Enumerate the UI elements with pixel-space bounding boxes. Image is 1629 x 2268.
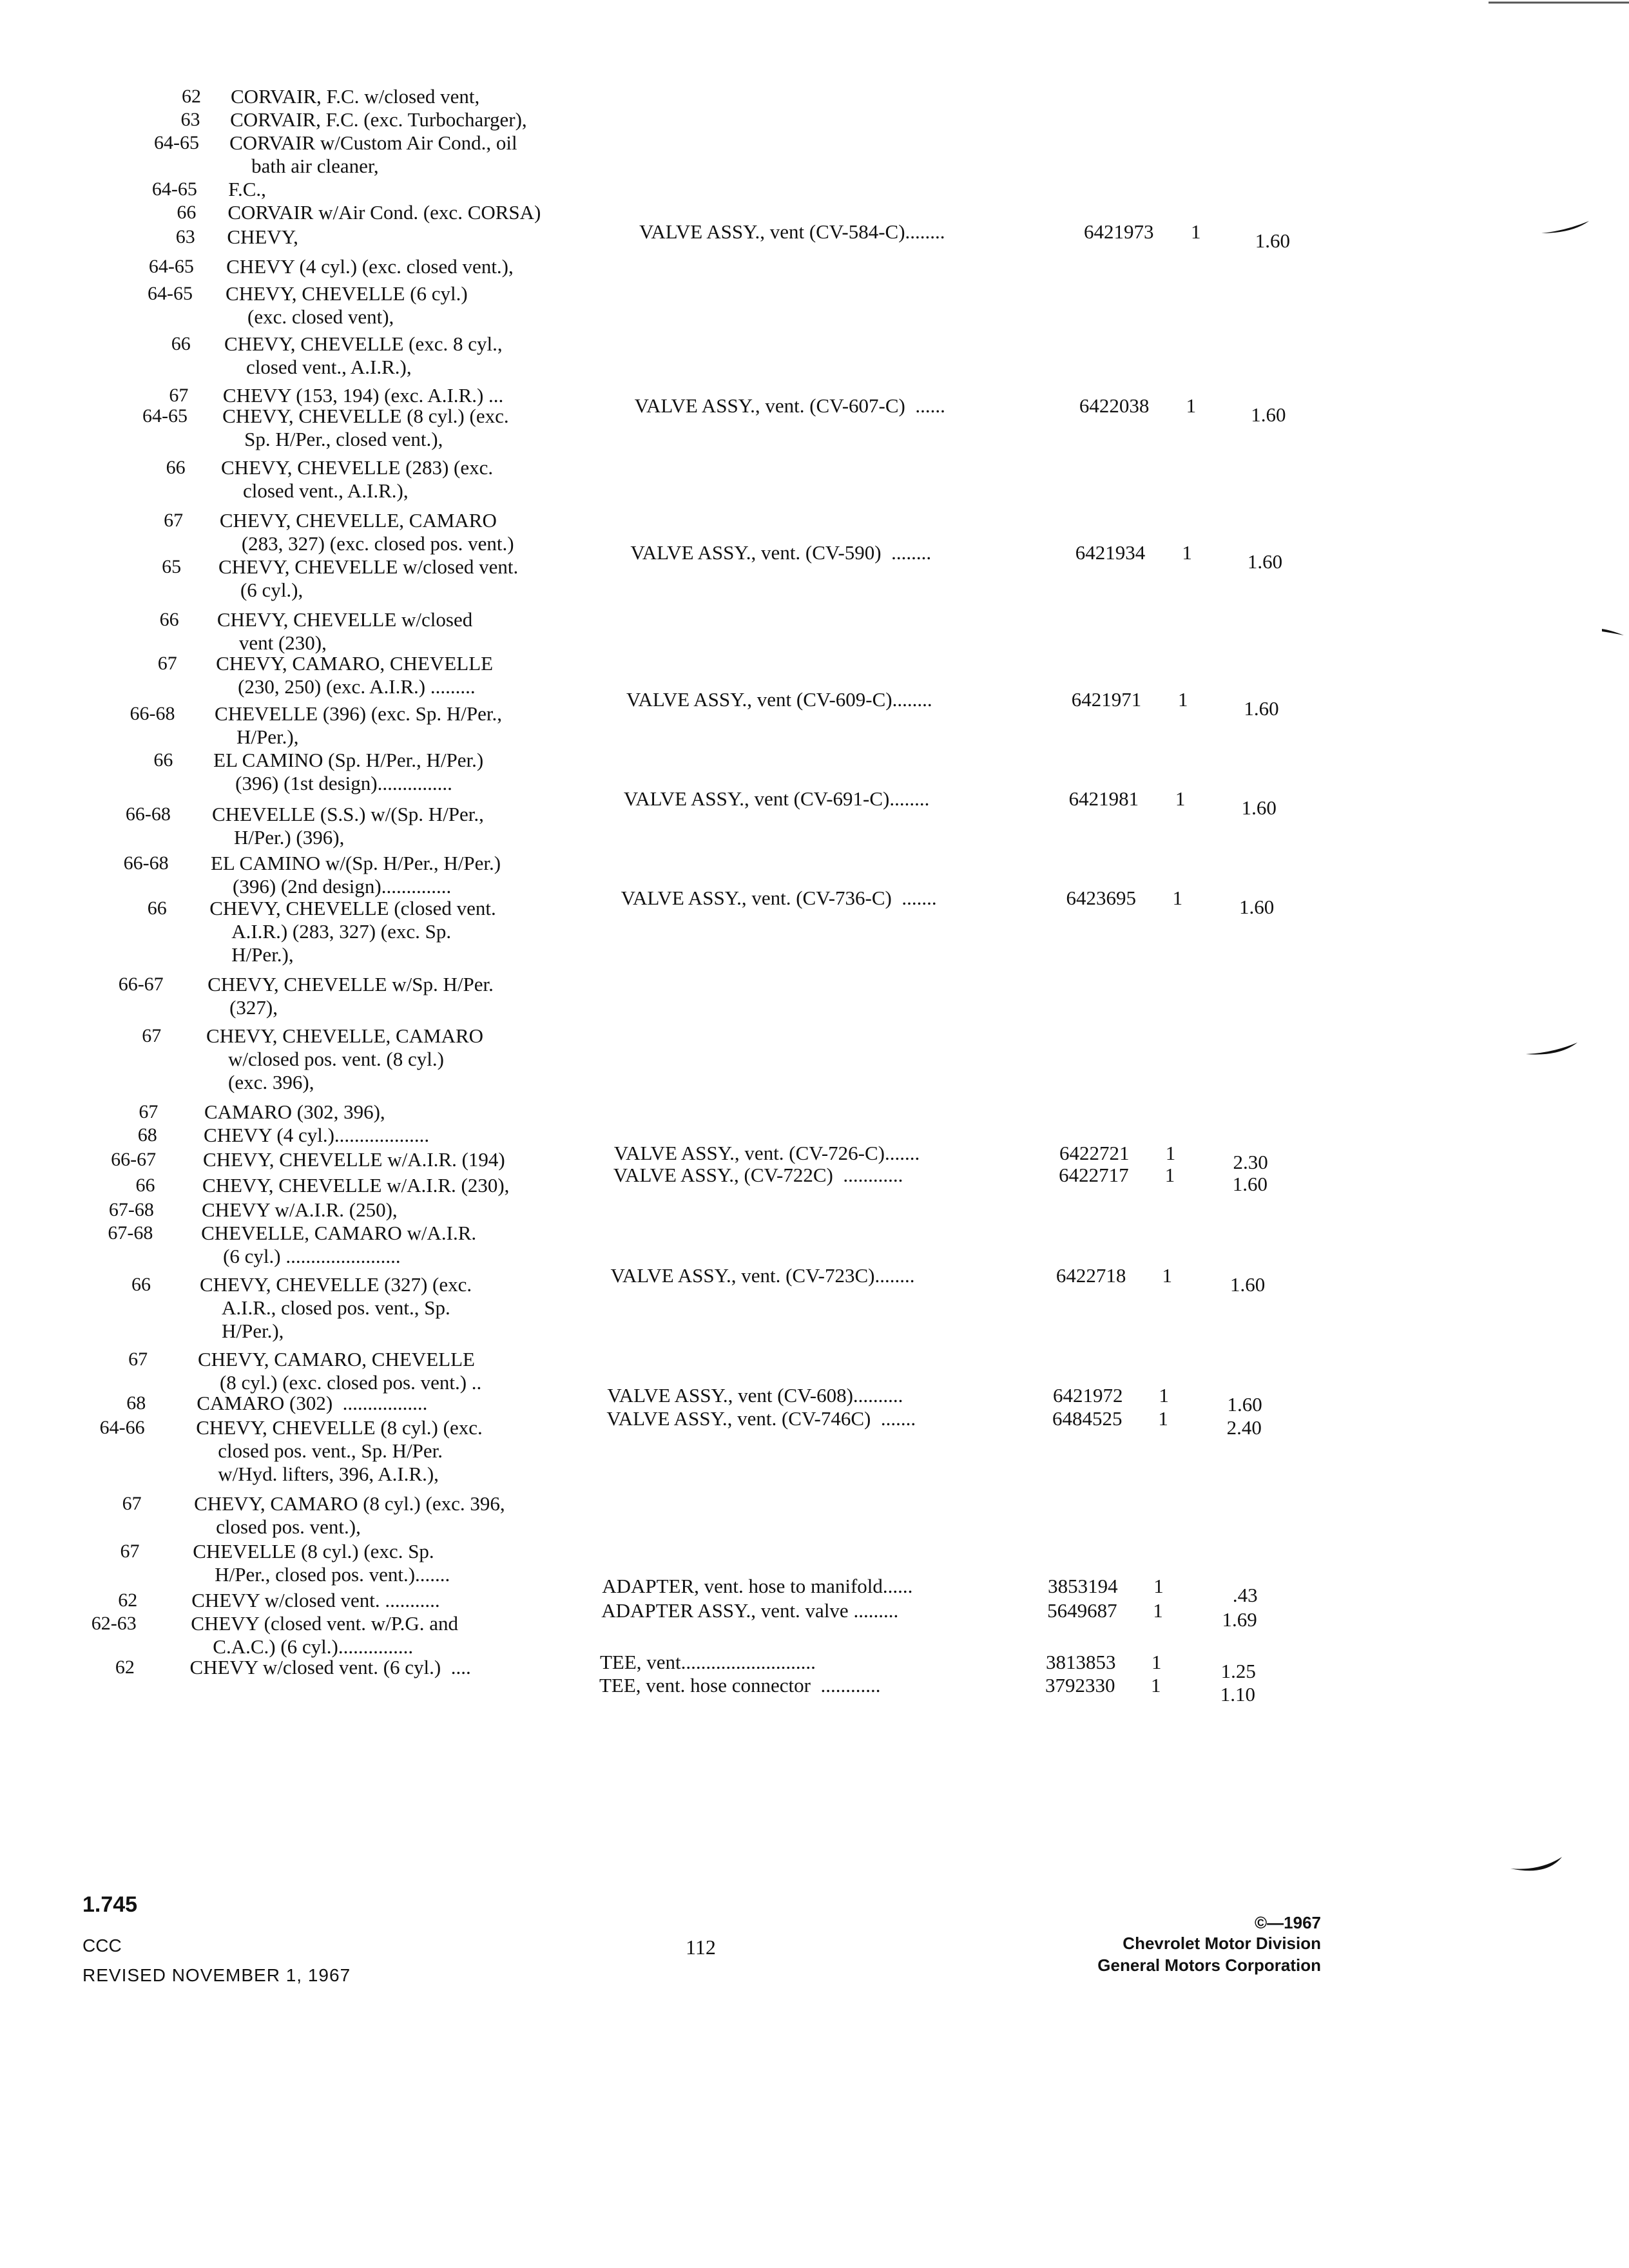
model-year: 66 [153, 749, 173, 771]
part-number: 3792330 [1045, 1674, 1115, 1696]
application-line: (283, 327) (exc. closed pos. vent.) [241, 532, 514, 555]
application-line: H/Per.), [231, 943, 294, 966]
part-quantity: 1 [1159, 1384, 1169, 1407]
part-description: VALVE ASSY., vent (CV-691-C)........ [623, 787, 930, 810]
application-line: CHEVY, CAMARO, CHEVELLE [197, 1348, 475, 1370]
model-year: 67 [169, 385, 189, 406]
application-line: CHEVY, CHEVELLE w/closed vent. [218, 555, 519, 578]
model-year: 62 [182, 86, 201, 107]
section-number: 1.745 [82, 1892, 138, 1917]
application-line: (8 cyl.) (exc. closed pos. vent.) .. [219, 1371, 482, 1394]
application-line: closed pos. vent.), [216, 1515, 361, 1538]
part-price: 1.60 [1247, 550, 1283, 573]
application-line: CHEVY, CHEVELLE w/closed [217, 608, 473, 631]
part-price: 2.40 [1226, 1416, 1262, 1439]
part-number: 6421973 [1084, 220, 1154, 243]
application-line: w/Hyd. lifters, 396, A.I.R.), [218, 1463, 439, 1485]
part-price: 1.60 [1229, 1273, 1266, 1296]
part-number: 3813853 [1045, 1651, 1116, 1673]
application-line: CORVAIR, F.C. w/closed vent, [231, 85, 480, 108]
part-quantity: 1 [1153, 1575, 1164, 1597]
application-line: CHEVY w/closed vent. (6 cyl.) .... [189, 1656, 471, 1678]
model-year: 64-65 [142, 405, 188, 427]
application-line: H/Per.), [236, 726, 299, 748]
model-year: 66-67 [118, 974, 164, 995]
model-year: 66 [177, 202, 197, 223]
part-price: 2.30 [1233, 1151, 1268, 1173]
part-description: VALVE ASSY., vent (CV-608).......... [607, 1384, 903, 1407]
application-line: H/Per.) (396), [233, 826, 345, 849]
application-line: CAMARO (302) ................. [197, 1392, 428, 1414]
model-year: 66-68 [125, 803, 171, 825]
application-line: (exc. closed vent), [247, 305, 394, 328]
application-line: CHEVY, CHEVELLE (283) (exc. [221, 456, 494, 479]
part-number: 6484525 [1052, 1407, 1123, 1430]
application-line: F.C., [228, 178, 266, 200]
application-line: CHEVY, CHEVELLE (6 cyl.) [226, 282, 468, 305]
model-year: 63 [175, 226, 195, 247]
application-line: CHEVY, CHEVELLE, CAMARO [206, 1024, 484, 1047]
model-year: 66 [135, 1175, 155, 1196]
application-line: CORVAIR w/Custom Air Cond., oil [229, 131, 517, 154]
corporation-name: General Motors Corporation [1097, 1956, 1321, 1975]
application-line: C.A.C.) (6 cyl.)............... [213, 1635, 414, 1658]
part-description: VALVE ASSY., vent (CV-584-C)........ [639, 220, 945, 243]
application-line: (6 cyl.) ....................... [223, 1245, 401, 1267]
copyright-notice: ©—1967 [1255, 1913, 1321, 1932]
model-year: 67-68 [108, 1199, 154, 1220]
application-line: A.I.R., closed pos. vent., Sp. [221, 1296, 450, 1319]
application-line: (396) (1st design)............... [235, 772, 452, 794]
application-line: bath air cleaner, [251, 155, 379, 177]
part-description: VALVE ASSY., vent (CV-609-C)........ [626, 688, 932, 711]
application-line: vent (230), [238, 631, 327, 654]
model-year: 67 [122, 1493, 142, 1514]
model-year: 63 [180, 109, 200, 130]
part-price: 1.10 [1220, 1683, 1255, 1706]
binder-mark [1602, 629, 1624, 635]
model-year: 68 [137, 1124, 157, 1146]
model-year: 68 [126, 1392, 146, 1414]
application-line: A.I.R.) (283, 327) (exc. Sp. [231, 920, 452, 943]
part-description: VALVE ASSY., vent. (CV-607-C) ...... [634, 394, 945, 417]
part-number: 6421971 [1071, 688, 1142, 711]
part-number: 6421981 [1068, 787, 1139, 810]
application-line: CHEVY w/A.I.R. (250), [202, 1198, 398, 1221]
part-quantity: 1 [1153, 1599, 1163, 1622]
model-year: 66 [131, 1274, 151, 1295]
model-year: 64-66 [99, 1417, 145, 1438]
part-number: 5649687 [1047, 1599, 1117, 1622]
code-label: CCC [82, 1936, 122, 1956]
part-price: 1.60 [1244, 697, 1279, 720]
application-line: CHEVY, CHEVELLE (8 cyl.) (exc. [196, 1416, 483, 1439]
application-line: CHEVELLE (8 cyl.) (exc. Sp. [193, 1540, 434, 1562]
part-number: 6422038 [1079, 394, 1150, 417]
model-year: 66-68 [130, 703, 175, 724]
application-line: CHEVY, CAMARO (8 cyl.) (exc. 396, [194, 1492, 505, 1515]
part-price: 1.60 [1241, 796, 1277, 819]
part-price: 1.69 [1222, 1608, 1257, 1631]
model-year: 66 [171, 333, 191, 354]
application-line: CHEVY, CHEVELLE (8 cyl.) (exc. [222, 405, 509, 427]
revision-date: REVISED NOVEMBER 1, 1967 [82, 1965, 351, 1985]
application-line: CHEVY (4 cyl.)................... [204, 1124, 430, 1146]
part-description: VALVE ASSY., vent. (CV-726-C)....... [613, 1142, 920, 1164]
model-year: 66-67 [111, 1149, 157, 1170]
application-line: closed vent., A.I.R.), [243, 479, 409, 502]
part-number: 6422718 [1055, 1264, 1126, 1287]
model-year: 62-63 [91, 1613, 137, 1634]
part-quantity: 1 [1158, 1407, 1168, 1430]
application-line: CHEVY, CHEVELLE (exc. 8 cyl., [224, 332, 503, 355]
application-line: w/closed pos. vent. (8 cyl.) [228, 1048, 444, 1070]
application-line: H/Per.), [221, 1320, 284, 1342]
part-quantity: 1 [1178, 688, 1188, 711]
application-line: (exc. 396), [228, 1071, 314, 1093]
model-year: 62 [115, 1657, 135, 1678]
part-quantity: 1 [1165, 1142, 1176, 1164]
model-year: 66 [159, 609, 179, 630]
application-line: EL CAMINO w/(Sp. H/Per., H/Per.) [211, 852, 501, 874]
part-price: 1.60 [1255, 229, 1290, 252]
part-quantity: 1 [1175, 787, 1186, 810]
part-quantity: 1 [1172, 887, 1183, 909]
binder-mark [1526, 1043, 1577, 1055]
application-line: Sp. H/Per., closed vent.), [244, 428, 443, 450]
application-line: H/Per., closed pos. vent.)....... [215, 1563, 450, 1586]
application-line: CHEVY w/closed vent. ........... [191, 1589, 440, 1611]
application-line: (327), [229, 996, 278, 1019]
part-description: VALVE ASSY., vent. (CV-746C) ....... [606, 1407, 916, 1430]
part-quantity: 1 [1164, 1164, 1175, 1186]
part-price: 1.60 [1251, 403, 1286, 426]
application-line: CHEVY (4 cyl.) (exc. closed vent.), [226, 255, 514, 278]
application-line: CORVAIR, F.C. (exc. Turbocharger), [230, 108, 527, 131]
application-line: EL CAMINO (Sp. H/Per., H/Per.) [213, 749, 484, 771]
part-price: .43 [1232, 1584, 1258, 1606]
application-line: CHEVELLE, CAMARO w/A.I.R. [201, 1222, 477, 1244]
application-line: CAMARO (302, 396), [204, 1100, 385, 1123]
application-line: CHEVY, CHEVELLE, CAMARO [219, 509, 497, 532]
model-year: 67 [142, 1025, 162, 1046]
application-line: (230, 250) (exc. A.I.R.) ......... [238, 675, 476, 698]
model-year: 64-65 [148, 283, 193, 304]
model-year: 65 [162, 556, 182, 577]
application-line: CHEVY, CHEVELLE w/Sp. H/Per. [207, 973, 494, 995]
part-description: VALVE ASSY., (CV-722C) ............ [613, 1164, 903, 1186]
model-year: 66 [166, 457, 186, 478]
model-year: 64-65 [153, 132, 199, 153]
part-price: 1.60 [1227, 1393, 1262, 1416]
part-price: 1.60 [1239, 896, 1275, 918]
part-number: 6421934 [1075, 541, 1146, 564]
page-number: 112 [686, 1936, 716, 1959]
part-description: ADAPTER, vent. hose to manifold...... [602, 1575, 913, 1597]
part-number: 6423695 [1066, 887, 1136, 909]
application-line: CHEVY, CHEVELLE w/A.I.R. (194) [203, 1148, 505, 1171]
part-quantity: 1 [1182, 541, 1192, 564]
model-year: 64-65 [151, 178, 197, 200]
model-year: 67 [139, 1101, 159, 1122]
part-description: TEE, vent........................... [599, 1651, 816, 1673]
application-line: CORVAIR w/Air Cond. (exc. CORSA) [227, 201, 541, 224]
model-year: 67 [128, 1349, 148, 1370]
part-number: 6422717 [1059, 1164, 1129, 1186]
part-quantity: 1 [1162, 1264, 1172, 1287]
model-year: 62 [118, 1590, 138, 1611]
part-price: 1.60 [1232, 1173, 1268, 1195]
application-line: CHEVY, [227, 226, 298, 248]
part-description: VALVE ASSY., vent. (CV-723C)........ [610, 1264, 915, 1287]
part-number: 3853194 [1048, 1575, 1118, 1597]
part-description: VALVE ASSY., vent. (CV-736-C) ....... [621, 887, 937, 909]
model-year: 67 [120, 1541, 140, 1562]
binder-mark [1510, 1857, 1562, 1870]
part-number: 6422721 [1059, 1142, 1130, 1164]
application-line: closed pos. vent., Sp. H/Per. [218, 1439, 443, 1462]
application-line: CHEVELLE (396) (exc. Sp. H/Per., [215, 702, 503, 725]
part-quantity: 1 [1186, 394, 1197, 417]
model-year: 67 [164, 510, 184, 531]
application-line: CHEVELLE (S.S.) w/(Sp. H/Per., [211, 803, 484, 825]
part-quantity: 1 [1151, 1674, 1161, 1696]
part-price: 1.25 [1220, 1660, 1256, 1682]
model-year: 64-65 [148, 256, 194, 277]
part-description: ADAPTER ASSY., vent. valve ......... [601, 1599, 899, 1622]
part-description: VALVE ASSY., vent. (CV-590) ........ [630, 541, 932, 564]
application-line: CHEVY, CHEVELLE (327) (exc. [199, 1273, 472, 1296]
model-year: 66-68 [123, 852, 169, 874]
model-year: 67 [157, 653, 177, 674]
application-line: CHEVY (closed vent. w/P.G. and [191, 1612, 458, 1635]
division-name: Chevrolet Motor Division [1123, 1934, 1321, 1953]
part-number: 6421972 [1052, 1384, 1123, 1407]
application-line: (6 cyl.), [240, 579, 304, 601]
application-line: CHEVY, CAMARO, CHEVELLE [216, 652, 494, 675]
model-year: 66 [147, 898, 167, 919]
application-line: CHEVY, CHEVELLE w/A.I.R. (230), [202, 1174, 510, 1196]
binder-mark [1541, 221, 1589, 233]
application-line: CHEVY (153, 194) (exc. A.I.R.) ... [222, 384, 504, 407]
part-quantity: 1 [1151, 1651, 1162, 1673]
part-description: TEE, vent. hose connector ............ [599, 1674, 881, 1696]
part-quantity: 1 [1191, 220, 1201, 243]
application-line: closed vent., A.I.R.), [246, 356, 412, 378]
model-year: 67-68 [108, 1222, 153, 1244]
application-line: CHEVY, CHEVELLE (closed vent. [209, 897, 496, 919]
application-line: (396) (2nd design).............. [233, 875, 452, 898]
